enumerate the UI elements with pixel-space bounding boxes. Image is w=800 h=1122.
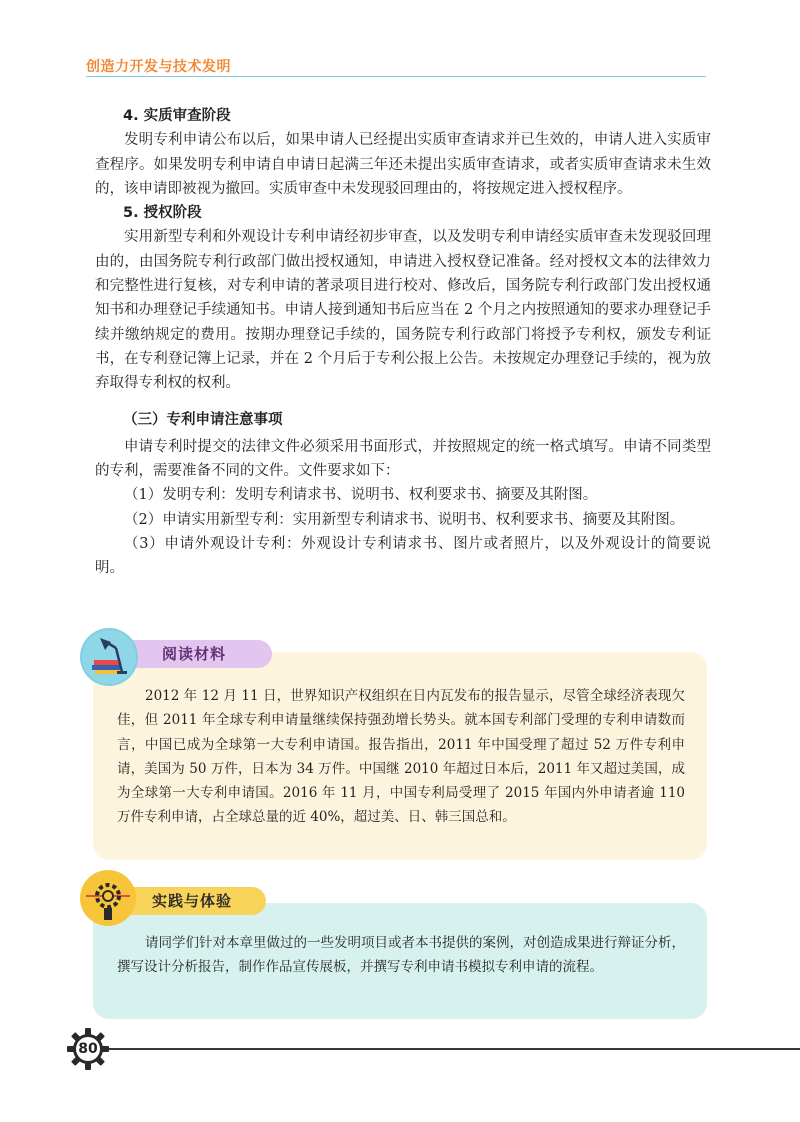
header-divider [86, 76, 706, 77]
practice-paragraph: 请同学们针对本章里做过的一些发明项目或者本书提供的案例，对创造成果进行辩证分析，撰写设计分析报告，制作作品宣传展板，并撰写专利申请书模拟专利申请的流程。 [117, 935, 685, 976]
stage4-heading: 4. 实质审查阶段 [123, 108, 231, 124]
notes-heading: （三）专利申请注意事项 [123, 411, 283, 428]
practice-text [117, 931, 685, 980]
notes-item-1: （1）发明专利：发明专利请求书、说明书、权利要求书、摘要及其附图。 [124, 487, 598, 504]
lamp-books-svg [80, 628, 138, 686]
footer-rule [108, 1048, 800, 1050]
stage5-heading: 5. 授权阶段 [123, 205, 202, 222]
page-number: 80 [78, 1041, 98, 1057]
gear-wrench-svg [80, 870, 136, 926]
reading-text [117, 684, 685, 830]
notes-item-2: （2）申请实用新型专利：实用新型专利请求书、说明书、权利要求书、摘要及其附图。 [124, 511, 685, 528]
practice-label: 实践与体验 [108, 887, 266, 915]
main-text [95, 104, 711, 581]
gear-wrench-icon [80, 870, 136, 926]
notes-item-3: （3）申请外观设计专利：外观设计专利请求书、图片或者照片，以及外观设计的简要说明。 [95, 536, 711, 577]
stage4-paragraph: 发明专利申请公布以后，如果申请人已经提出实质审查请求并已生效的，申请人进入实质审查程序。如果发明专利申请自申请日起满三年还未提出实质审查请求，或者实质审查请求未生效的，该申请即被视为撤回。实质审查中未发现驳回理由的，将按规定进入授权程序。 [95, 132, 711, 197]
reading-label: 阅读材料 [118, 640, 272, 668]
notes-intro: 申请专利时提交的法律文件必须采用书面形式，并按照规定的统一格式填写。申请不同类型的专利，需要准备不同的文件。文件要求如下： [95, 438, 711, 480]
reading-paragraph: 2012 年 12 月 11 日，世界知识产权组织在日内瓦发布的报告显示，尽管全球经济表现欠佳，但 2011 年全球专利申请量继续保持强劲增长势头。就本国专利部门受理的专利申请数而言，中国已成为全球第一大专利申请国。报告指出，2011 年中国受理了超过 52 万件专利申请，美国为 50 万件，日本为 34 万件。中国继 2010 年超过日本后，2011 年又超过美国，成为全球第一大专利申请国。2016 年 11 月，中国专利局受理了 2015 年国内外申请者逾 110 万件专利申请，占全球总量的近 40%，超过美、日、韩三国总和。 [117, 688, 685, 826]
header-title: 创造力开发与技术发明 [86, 59, 231, 75]
stage5-paragraph: 实用新型专利和外观设计专利申请经初步审查，以及发明专利申请经实质审查未发现驳回理由的，由国务院专利行政部门做出授权通知，申请进入授权登记准备。经对授权文本的法律效力和完整性进行复核，对专利申请的著录项目进行校对、修改后，国务院专利行政部门发出授权通知书和办理登记手续通知书。申请人接到通知书后应当在 2 个月之内按照通知的要求办理登记手续并缴纳规定的费用。按期办理登记手续的，国务院专利行政部门将授予专利权，颁发专利证书，在专利登记簿上记录，并在 2 个月后于专利公报上公告。未按规定办理登记手续的，视为放弃取得专利权的权利。 [95, 229, 711, 392]
lamp-books-icon [80, 628, 138, 686]
